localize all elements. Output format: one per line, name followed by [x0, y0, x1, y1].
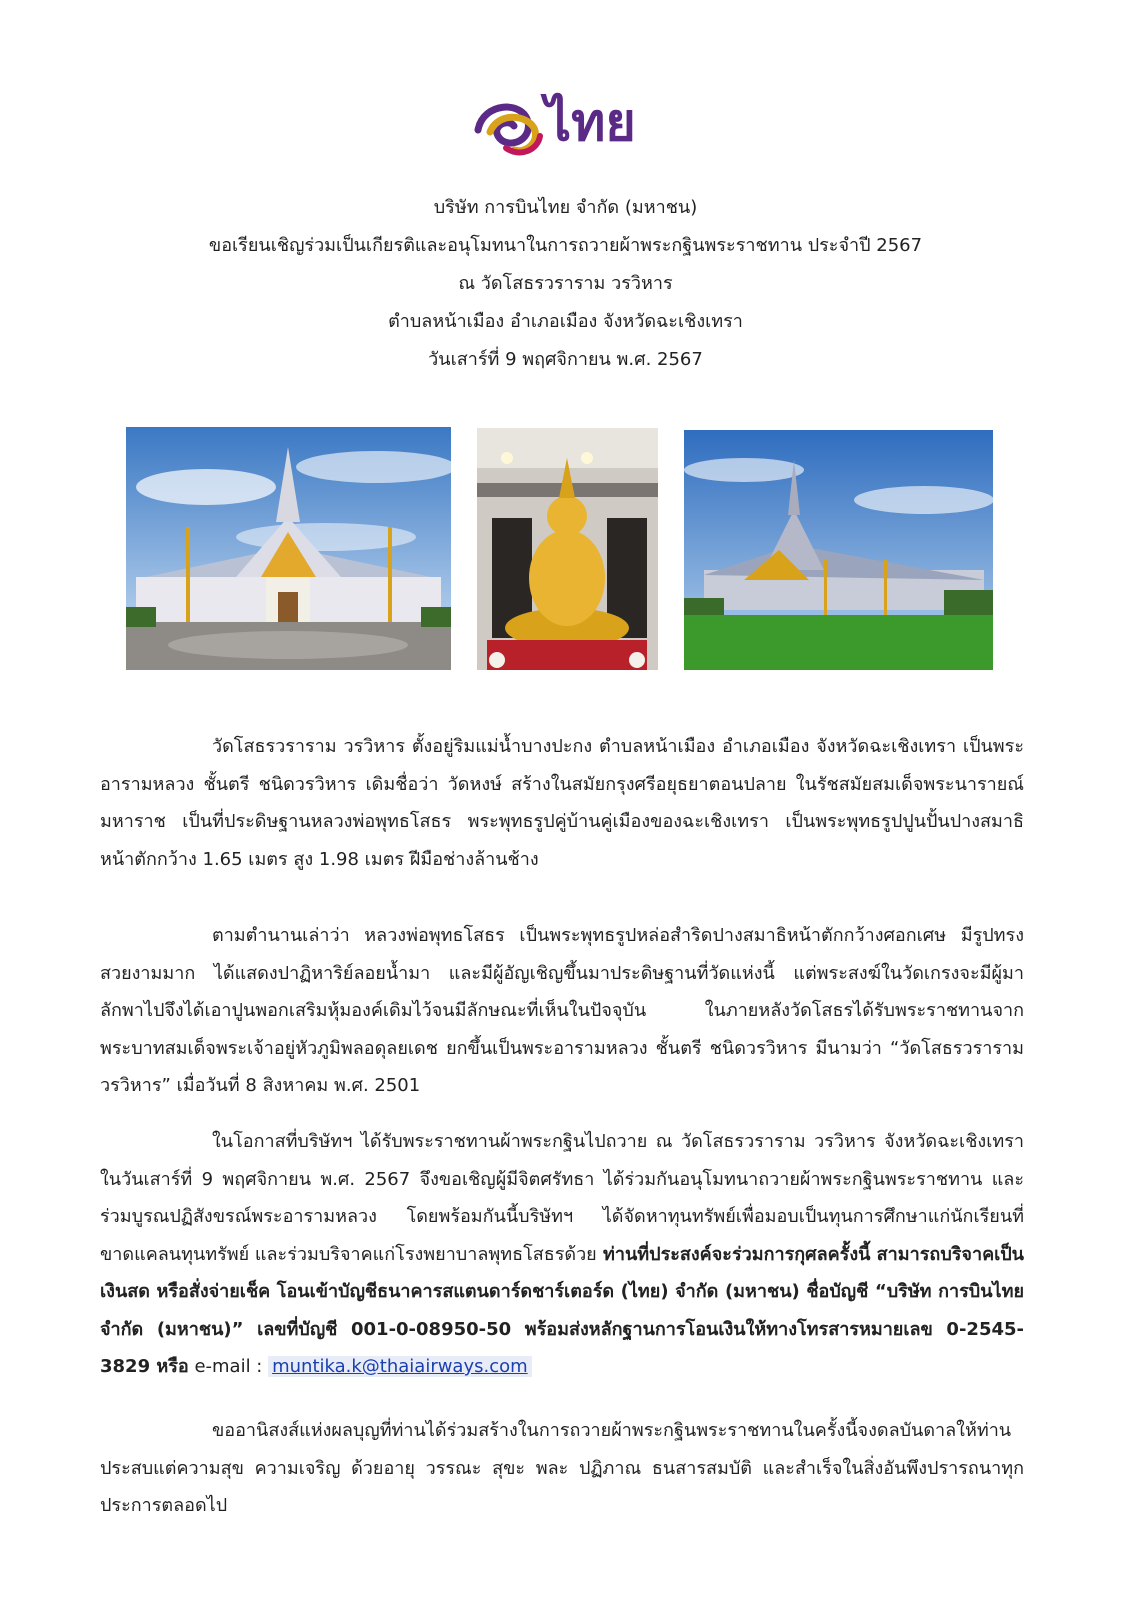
- email-label: e-mail :: [188, 1356, 269, 1377]
- paragraph-donation-text: ในโอกาสที่บริษัทฯ ได้รับพระราชทานผ้าพระกฐินไปถวาย ณ วัดโสธรวราราม วรวิหาร จังหวัดฉะเชิงเทรา ในวันเสาร์ที่ 9 พฤศจิกายน พ.ศ. 2567 จึงขอเชิญผู้มีจิตศรัทธา ได้ร่วมกันอนุโมทนาถวายผ้าพระกฐินพระราชทาน และร่วมบูรณปฏิสังขรณ์พระอารามหลวง โดยพร้อมกันนี้บริษัทฯ ได้จัดหาทุนทรัพย์เพื่อมอบเป็นทุนการศึกษาแก่นักเรียนที่ขาดแคลนทุนทรัพย์ และร่วมบริจาคแก่โรงพยาบาลพุทธโสธรด้วย: [100, 1131, 1024, 1265]
- paragraph-blessing: [100, 1412, 1024, 1525]
- email-link[interactable]: muntika.k@thaiairways.com: [268, 1356, 532, 1377]
- donation-instructions: ท่านที่ประสงค์จะร่วมการกุศลครั้งนี้ สามารถบริจาคเป็นเงินสด หรือสั่งจ่ายเช็ค โอนเข้าบัญชีธนาคารสแตนดาร์ดชาร์เตอร์ด (ไทย) จำกัด (มหาชน) ชื่อบัญชี “บริษัท การบินไทย จำกัด (มหาชน)” เลขที่บัญชี 001-0-08950-50 พร้อมส่งหลักฐานการโอนเงินให้ทางโทรสารหมายเลข 0-2545-3829 หรือ: [100, 1243, 1024, 1377]
- temple-name: ณ วัดโสธรวราราม วรวิหาร: [458, 273, 673, 294]
- company-name: บริษัท การบินไทย จำกัด (มหาชน): [433, 197, 698, 218]
- paragraph-history: [100, 728, 1024, 878]
- logo-wordmark: ไทย: [545, 93, 636, 153]
- temple-photo-lawn: [684, 430, 993, 670]
- temple-photo-front: [126, 427, 451, 670]
- buddha-statue-photo: [477, 428, 658, 670]
- paragraph-history-text: วัดโสธรวราราม วรวิหาร ตั้งอยู่ริมแม่น้ำบางปะกง ตำบลหน้าเมือง อำเภอเมือง จังหวัดฉะเชิงเทรา เป็นพระอารามหลวง ชั้นตรี ชนิดวรวิหาร เดิมชื่อว่า วัดหงษ์ สร้างในสมัยกรุงศรีอยุธยาตอนปลาย ในรัชสมัยสมเด็จพระนารายณ์มหาราช เป็นที่ประดิษฐานหลวงพ่อพุทธโสธร พระพุทธรูปคู่บ้านคู่เมืองของฉะเชิงเทรา เป็นพระพุทธรูปปูนปั้นปางสมาธิ หน้าตักกว้าง 1.65 เมตร สูง 1.98 เมตร ฝีมือช่างล้านช้าง: [100, 736, 1024, 870]
- paragraph-legend: [100, 917, 1024, 1105]
- paragraph-donation: [100, 1123, 1024, 1386]
- invitation-title: ขอเรียนเชิญร่วมเป็นเกียรติและอนุโมทนาในการถวายผ้าพระกฐินพระราชทาน ประจำปี 2567: [208, 235, 923, 256]
- event-date: วันเสาร์ที่ 9 พฤศจิกายน พ.ศ. 2567: [428, 349, 703, 370]
- temple-location: ตำบลหน้าเมือง อำเภอเมือง จังหวัดฉะเชิงเทรา: [388, 311, 743, 332]
- paragraph-blessing-text: ขออานิสงส์แห่งผลบุญที่ท่านได้ร่วมสร้างในการถวายผ้าพระกฐินพระราชทานในครั้งนี้จงดลบันดาลให้ท่านประสบแต่ความสุข ความเจริญ ด้วยอายุ วรรณะ สุขะ พละ ปฏิภาณ ธนสารสมบัติ และสำเร็จในสิ่งอันพึงปรารถนาทุกประการตลอดไป: [100, 1420, 1024, 1516]
- paragraph-legend-text: ตามตำนานเล่าว่า หลวงพ่อพุทธโสธร เป็นพระพุทธรูปหล่อสำริดปางสมาธิหน้าตักกว้างศอกเศษ มีรูปทรงสวยงามมาก ได้แสดงปาฏิหาริย์ลอยน้ำมา และมีผู้อัญเชิญขึ้นมาประดิษฐานที่วัดแห่งนี้ แต่พระสงฆ์ในวัดเกรงจะมีผู้มาลักพาไปจึงได้เอาปูนพอกเสริมหุ้มองค์เดิมไว้จนมีลักษณะที่เห็นในปัจจุบัน ในภายหลังวัดโสธรได้รับพระราชทานจากพระบาทสมเด็จพระเจ้าอยู่หัวภูมิพลอดุลยเดช ยกขึ้นเป็นพระอารามหลวง ชั้นตรี ชนิดวรวิหาร มีนามว่า “วัดโสธรวราราม วรวิหาร” เมื่อวันที่ 8 สิงหาคม พ.ศ. 2501: [100, 925, 1024, 1096]
